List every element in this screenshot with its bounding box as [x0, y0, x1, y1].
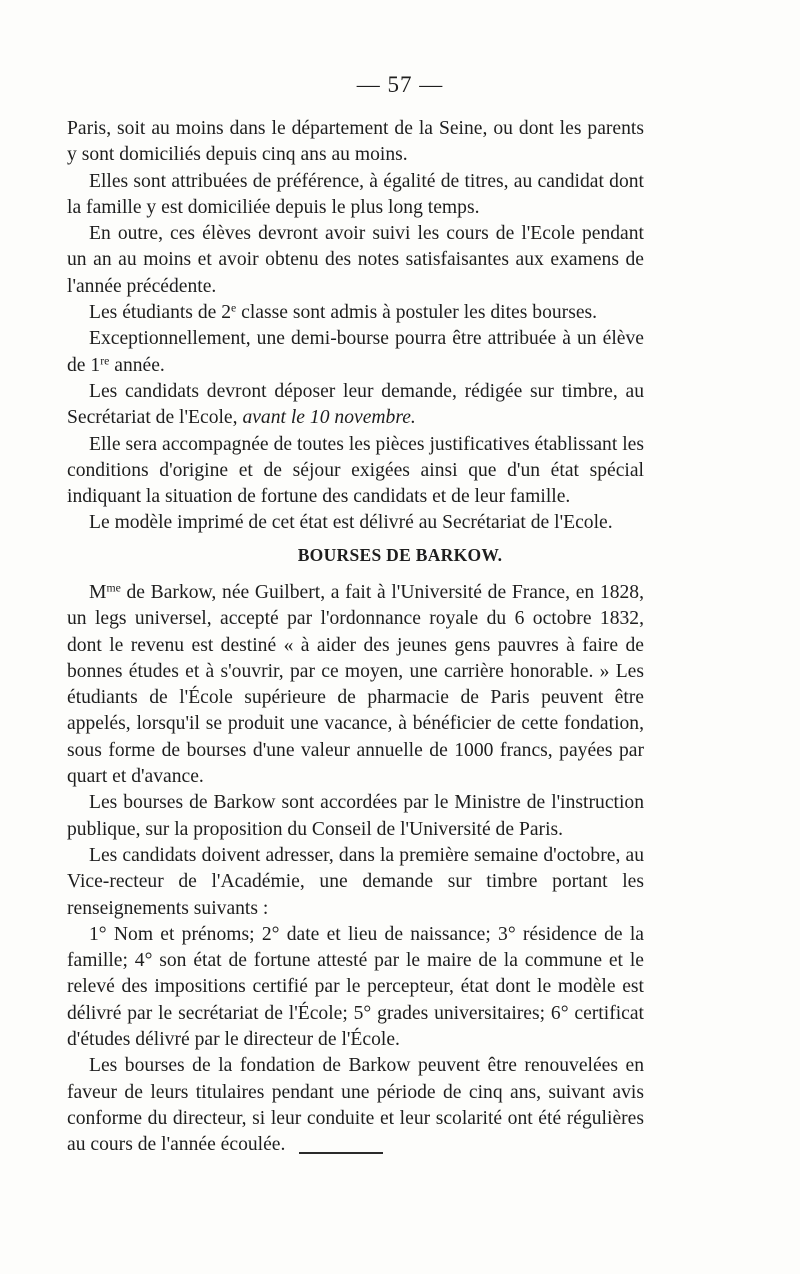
paragraph: Elle sera accompagnée de toutes les pièces justificatives établissant les conditions d'origine et de séjour exigées ainsi que d'un état spécial indiquant la situation de fortune des candidats et de leur famille.	[67, 433, 644, 508]
paragraph: Les candidats devront déposer leur demande, rédigée sur timbre, au Secrétariat de l'Ecole, avant le 10 novembre.	[67, 380, 644, 429]
paragraph: Exceptionnellement, une demi-bourse pourra être attribuée à un élève de 1re année.	[67, 328, 644, 376]
paragraph: $M^{me}$ de Barkow, née Guilbert, a fait à l'Université de France, en 1828, un legs universel, accepté par l'ordonnance royale du 6 octobre 1832, dont le revenu est destiné « à aider des jeunes gens pauvres à faire de bonnes études et à s'ouvrir, par ce moyen, une carrière honorable. » Les étudiants de l'École supérieure de pharmacie de Paris peuvent être appelés, lorsqu'il se produit une vacance, à bénéficier de cette fondation, sous forme de bourses d'une valeur annuelle de 1000 francs, payées par quart et d'avance.	[67, 581, 644, 788]
paragraph: Elles sont attribuées de préférence, à égalité de titres, au candidat dont la famille y est domiciliée depuis le plus long temps.	[67, 170, 644, 218]
closing-rule	[299, 1152, 383, 1154]
paragraph: En outre, ces élèves devront avoir suivi les cours de l'Ecole pendant un an au moins et avoir obtenu des notes satisfaisantes aux examens de l'année précédente.	[67, 223, 644, 297]
deadline-date: avant le 10 novembre.	[242, 407, 416, 429]
paragraph: Les bourses de la fondation de Barkow peuvent être renouvelées en faveur de leurs titulaires pendant une période de cinq ans, suivant avis conforme du directeur, si leur conduite et leur scolarité ont été régulières au cours de l'année écoulée.	[67, 1055, 644, 1156]
paragraph: Les étudiants de 2e classe sont admis à postuler les dites bourses.	[89, 301, 598, 324]
section-eligibility	[67, 116, 644, 537]
paragraph: Les bourses de Barkow sont accordées par le Ministre de l'instruction publique, sur la proposition du Conseil de l'Université de Paris.	[67, 792, 644, 840]
page-number: — 57 —	[356, 72, 444, 97]
paragraph: Les candidats doivent adresser, dans la première semaine d'octobre, au Vice-recteur de l'Académie, une demande sur timbre portant les renseignements suivants :	[67, 844, 644, 919]
paragraph: 1° Nom et prénoms; 2° date et lieu de naissance; 3° résidence de la famille; 4° son état de fortune attesté par le maire de la commune et le relevé des impositions certifié par le percepteur, état dont le modèle est délivré par le secrétariat de l'École; 5° grades universitaires; 6° certificat d'études délivré par le directeur de l'École.	[67, 923, 644, 1051]
paragraph: Paris, soit au moins dans le département de la Seine, ou dont les parents y sont domiciliés depuis cinq ans au moins.	[67, 118, 644, 166]
section-barkow	[67, 580, 644, 1159]
section-heading: BOURSES DE BARKOW.	[297, 545, 503, 565]
paragraph: Le modèle imprimé de cet état est délivré au Secrétariat de l'Ecole.	[89, 512, 613, 534]
